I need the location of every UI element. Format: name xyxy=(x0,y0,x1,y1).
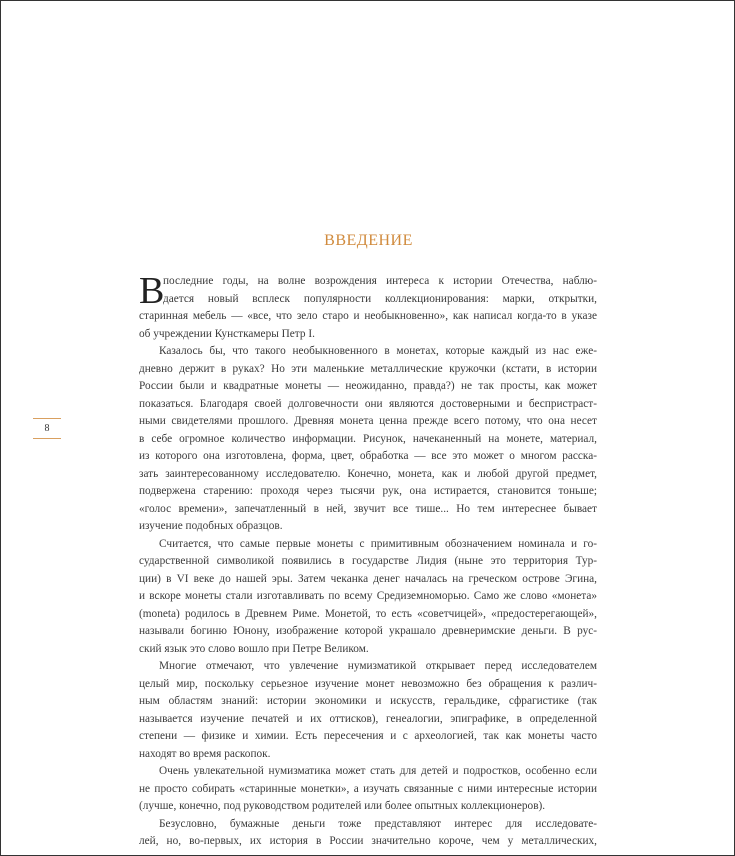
text-line: дневно держит в руках? Но эти маленькие металлические кружочки (кстати, в истории xyxy=(139,362,597,375)
text-line: целый мир, поскольку серьезное изучение монет невозможно без обращения к различ- xyxy=(139,677,597,690)
text-line: изучение подобных образцов. xyxy=(139,520,283,532)
text-line: лей, но, во-первых, их история в России значительно короче, чем у металлических, xyxy=(139,835,597,847)
body-text xyxy=(139,270,597,851)
text-line: ский язык это слово вошло при Петре Великом. xyxy=(139,642,369,655)
text-line: подвержена старению: проходя через тысячи рук, она истирается, становится тоньше; xyxy=(139,485,597,497)
text-line: последние годы, на волне возрождения интереса к истории Отечества, наблю- xyxy=(163,275,597,287)
text-line: зать заинтересованному исследователю. Конечно, монета, как и любой другой предмет, xyxy=(139,467,597,480)
text-line: называли богиню Юнону, изображение которой украшало древнеримские деньги. В рус- xyxy=(139,625,597,637)
text-line: ным областям знаний: истории экономики и искусств, геральдике, сфрагистике (так xyxy=(139,695,597,707)
text-line: об учреждении Кунсткамеры Петр I. xyxy=(139,327,315,340)
text-line: ными свидетелями прошлого. Древняя монета ценна прежде всего потому, что она несет xyxy=(139,415,597,427)
text-line: Очень увлекательной нумизматика может стать для детей и подростков, особенно если xyxy=(159,765,597,777)
text-line: и вскоре монеты стали изготавливать по всему Средиземноморью. Само же слово «монета» xyxy=(139,590,597,602)
text-line: Казалось бы, что такого необыкновенного в монетах, которые каждый из нас еже- xyxy=(159,345,597,357)
chapter-title: ВВЕДЕНИЕ xyxy=(324,232,413,249)
text-line: находят во время раскопок. xyxy=(139,747,271,760)
text-line: «голос времени», запечатленный в ней, звучит все тише... Но тем интереснее бывает xyxy=(139,502,597,515)
text-line: показаться. Благодаря своей долговечности они являются достоверными и беспристраст- xyxy=(139,397,597,410)
text-line: в себе огромное количество информации. Рисунок, начеканенный на монете, материал, xyxy=(139,432,597,445)
text-line: (moneta) родилось в Древнем Риме. Монетой, то есть «советчицей», «предостерегающей», xyxy=(139,607,597,620)
text-line: Безусловно, бумажные деньги тоже представляют интерес для исследовате- xyxy=(159,817,597,830)
text-line: степени — физике и химии. Есть пересечения и с археологией, так как монеты часто xyxy=(139,730,597,742)
text-line: Считается, что самые первые монеты с примитивным обозначением номинала и го- xyxy=(159,537,597,550)
text-line: (лучше, конечно, под руководством родителей или более опытных коллекционеров). xyxy=(139,800,546,812)
drop-cap: В xyxy=(139,270,165,312)
text-line: старинная мебель — «все, что зело старо и необыкновенно», как написал когда-то в указе xyxy=(139,310,597,322)
text-line: сударственной символикой появились в государстве Лидия (ныне это территория Тур- xyxy=(139,555,597,567)
text-line: из которого она изготовлена, форма, цвет, обработка — все это может о многом расска- xyxy=(139,450,597,462)
page-number: 8 xyxy=(33,418,61,439)
text-line: России были и квадратные монеты — неожиданно, правда?) не так просты, как может xyxy=(139,380,597,392)
text-line: ции) в VI веке до нашей эры. Затем чеканка денег началась на греческом острове Эгина, xyxy=(139,572,597,585)
text-line: называется изучение печатей и их оттисков), генеалогии, эпиграфике, в определенной xyxy=(139,712,597,725)
text-line: не просто собирать «старинные монетки», а изучать связанные с ними интересные истории xyxy=(139,782,597,795)
text-line: дается новый всплеск популярности коллекционирования: марки, открытки, xyxy=(163,292,597,305)
text-line: Многие отмечают, что увлечение нумизматикой открывает перед исследователем xyxy=(159,660,597,672)
